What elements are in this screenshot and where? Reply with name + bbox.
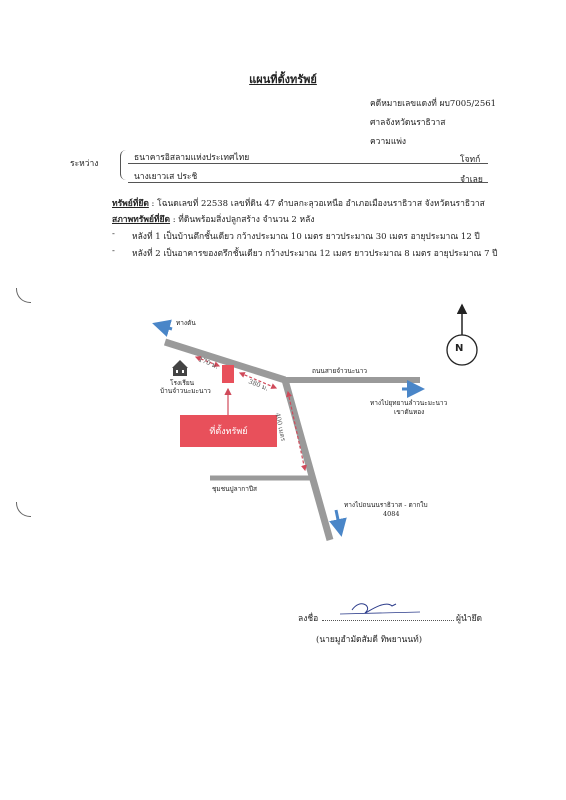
north-symbol <box>447 305 477 365</box>
court-name: ศาลจังหวัดนราธิวาส <box>370 118 446 128</box>
between-label: ระหว่าง <box>70 159 99 169</box>
party2-name: นางเยาวเส ประชิ <box>134 172 198 182</box>
to-east-label-1: ทางไปยุทยานลำวนะมะนาว <box>370 399 448 407</box>
condition-label: สภาพทรัพย์ที่ยึด <box>112 215 171 225</box>
bullet-item-1: หลังที่ 1 เป็นบ้านตึกชั้นเดียว กว้างประมาณ 10 เมตร ยาวประมาณ 30 เมตร อายุประมาณ 12 ปี <box>132 232 480 242</box>
distance-380: 380 ม. <box>247 377 270 393</box>
label-to-tantan: ทางตัน <box>176 319 196 327</box>
school-name-2: บ้านจำวนะมะนาว <box>160 387 211 395</box>
property-box-label: ที่ตั้งทรัพย์ <box>209 427 248 437</box>
bullet-mark-2: - <box>112 246 115 256</box>
party2-role: จำเลย <box>460 175 483 185</box>
sign-prefix: ลงชื่อ <box>298 614 319 624</box>
north-label: N <box>455 343 464 354</box>
sign-suffix: ผู้นำยึด <box>456 614 483 624</box>
arrow-to-tantan <box>155 324 172 329</box>
party1-role: โจทก์ <box>460 155 481 165</box>
road-main-label: ถนนสายจำวนะนาว <box>312 367 368 375</box>
to-south-label-2: 4084 <box>383 510 400 518</box>
distance-170: 170 ม. <box>197 355 220 371</box>
school-icon <box>172 360 188 376</box>
property-label: ทรัพย์ที่ยึด <box>112 199 149 209</box>
to-south-label-1: ทางไปถนนนราธิวาส - ตากใบ <box>344 501 428 509</box>
road-south <box>285 380 330 540</box>
property-text: : โฉนดเลขที่ 22538 เลขที่ดิน 47 ตำบลกะลุวอเหนือ อำเภอเมืองนราธิวาส จังหวัดนราธิวาส <box>148 199 485 209</box>
property-marker <box>222 365 234 383</box>
arrow-to-south <box>336 510 341 534</box>
bullet-mark-1: - <box>112 229 115 239</box>
distance-400: 400 เมตร <box>273 412 288 442</box>
school-name-1: โรงเรียน <box>170 379 195 387</box>
condition-text: : ที่ดินพร้อมสิ่งปลูกสร้าง จำนวน 2 หลัง <box>170 215 315 225</box>
bullet-item-2: หลังที่ 2 เป็นอาคารของตรึกชั้นเดียว กว้างประมาณ 12 เมตร ยาวประมาณ 8 เมตร อายุประมาณ 7 ปี <box>132 249 498 259</box>
case-type: ความแพ่ง <box>370 137 407 147</box>
community-label: ชุมชนปูลากาปีส <box>212 485 257 493</box>
signer-name: (นายมูฮำมัดสัมดี ทิพยานนท์) <box>316 635 423 645</box>
page-title: แผนที่ตั้งทรัพย์ <box>249 73 317 86</box>
party1-name: ธนาคารอิสลามแห่งประเทศไทย <box>134 153 250 163</box>
signature-scribble <box>340 604 420 614</box>
signature-line <box>322 620 454 621</box>
case-number: คดีหมายเลขแดงที่ ผบ7005/2561 <box>370 99 497 109</box>
to-east-label-2: เขาตันหอง <box>394 408 425 416</box>
